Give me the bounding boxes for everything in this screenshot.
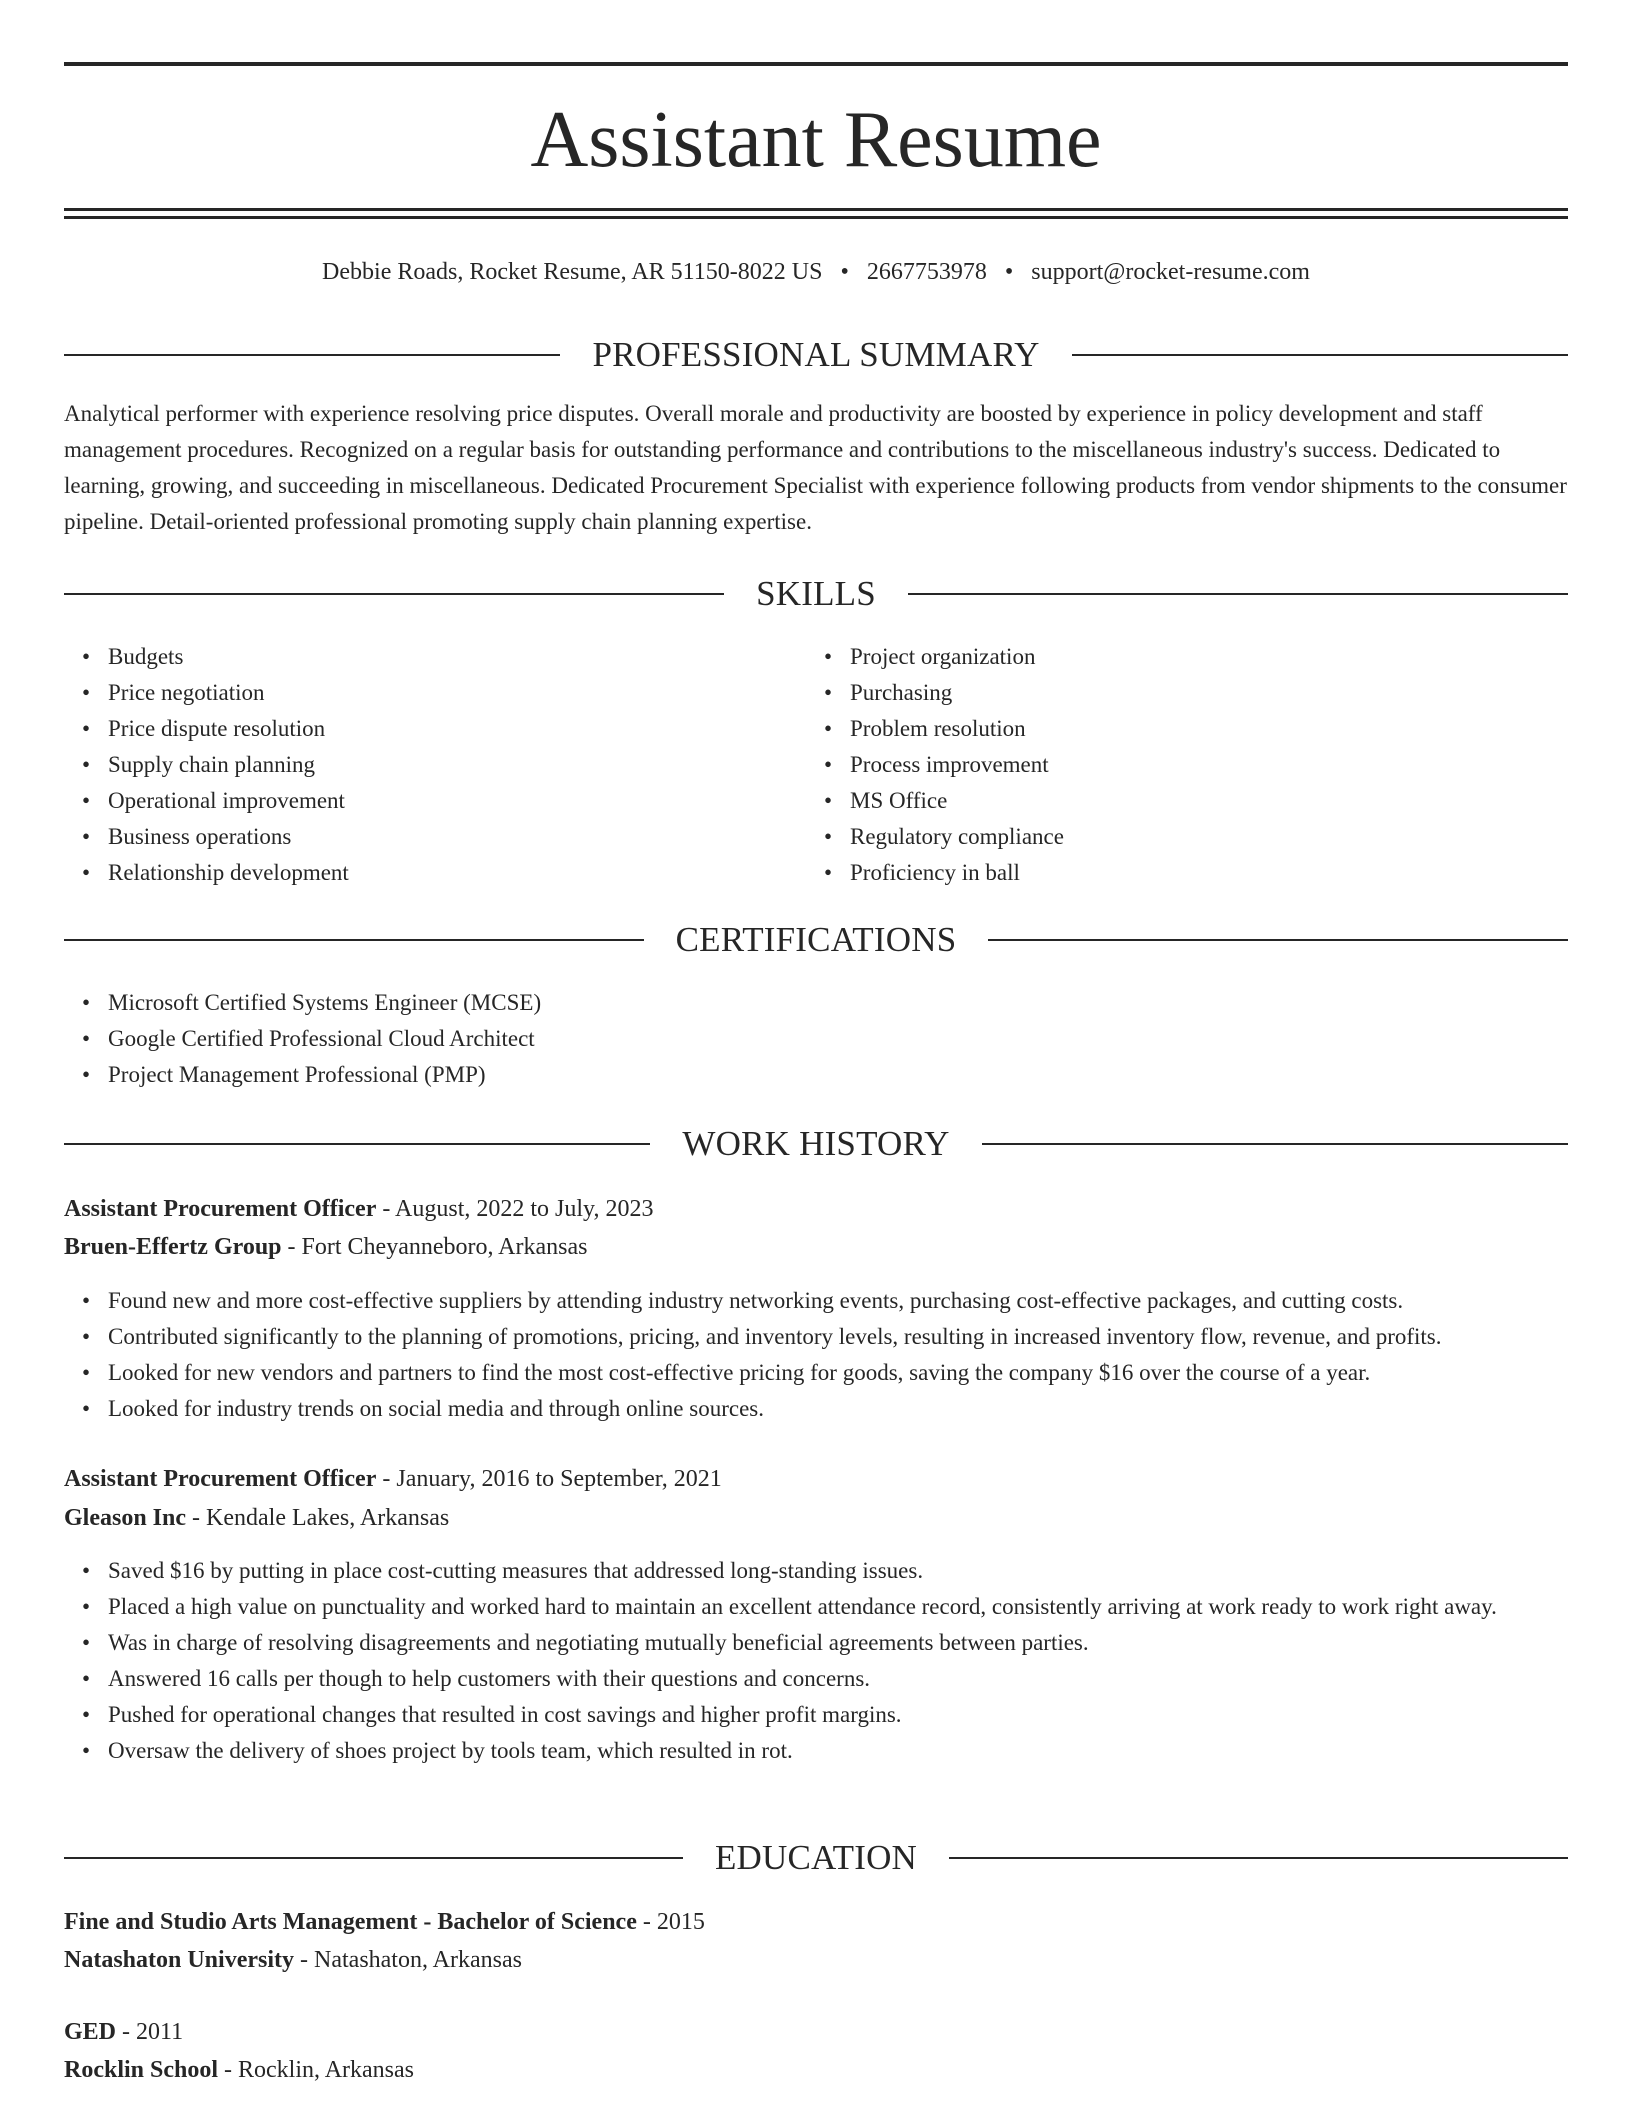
summary-heading-label: PROFESSIONAL SUMMARY — [592, 335, 1040, 374]
heading-rule — [949, 1857, 1568, 1859]
skill-item: • Supply chain planning — [108, 747, 808, 783]
work-section-heading — [64, 1121, 1568, 1167]
education-degree: Fine and Studio Arts Management - Bachelor of Science — [64, 1909, 637, 1935]
job-location: - Kendale Lakes, Arkansas — [186, 1505, 450, 1531]
skill-item: • Relationship development — [108, 855, 808, 891]
skills-section-heading — [64, 571, 1568, 617]
job-bullets — [64, 1553, 1568, 1769]
summary-text: Analytical performer with experience resolving price disputes. Overall morale and productivity are boosted by experience in policy development and staff management procedures. Recognized on a regular basis for outstanding performance and contributions to the miscellaneous industry's success. Dedicated to learning, growing, and succeeding in miscellaneous. Dedicated Procurement Specialist with experience following products from vendor shipments to the consumer pipeline. Detail-oriented professional promoting supply chain planning expertise. — [64, 401, 1567, 534]
skill-item: • Budgets — [108, 639, 808, 675]
job-title: Assistant Procurement Officer — [64, 1196, 377, 1222]
education-degree-line — [64, 2013, 183, 2051]
certifications-list — [64, 985, 1568, 1093]
job-location: - Fort Cheyanneboro, Arkansas — [281, 1234, 588, 1260]
education-degree: GED — [64, 2019, 117, 2045]
certifications-section-heading — [64, 917, 1568, 963]
job-title: Assistant Procurement Officer — [64, 1466, 377, 1492]
skills-list-left — [64, 639, 808, 891]
job-bullet: • Looked for new vendors and partners to find the most cost-effective pricing for goods, saving the company $16 over the course of a year. — [108, 1355, 1568, 1391]
job-bullets — [64, 1283, 1568, 1427]
education-heading-label: EDUCATION — [714, 1838, 918, 1877]
heading-rule — [982, 1143, 1568, 1145]
job-title-line — [64, 1460, 722, 1498]
skill-item: • Problem resolution — [850, 711, 1550, 747]
header-double-rule-upper — [64, 208, 1568, 211]
skill-item: • MS Office — [850, 783, 1550, 819]
education-degree-line — [64, 1903, 705, 1941]
contact-line — [64, 254, 1568, 290]
job-bullet: • Placed a high value on punctuality and worked hard to maintain an excellent attendance record, consistently arriving at work ready to work right away. — [108, 1589, 1568, 1625]
job-bullet: • Found new and more cost-effective suppliers by attending industry networking events, purchasing cost-effective packages, and cutting costs. — [108, 1283, 1568, 1319]
job-company-line — [64, 1228, 587, 1266]
job-bullet: • Oversaw the delivery of shoes project by tools team, which resulted in rot. — [108, 1733, 1568, 1769]
heading-rule — [908, 593, 1568, 595]
summary-section-heading — [64, 332, 1568, 378]
job-company-line — [64, 1499, 449, 1537]
job-company: Gleason Inc — [64, 1505, 187, 1531]
skill-item: • Proficiency in ball — [850, 855, 1550, 891]
skills-heading-label: SKILLS — [756, 574, 876, 613]
heading-rule — [1072, 354, 1568, 356]
education-location: - Rocklin, Arkansas — [218, 2057, 415, 2083]
skill-item: • Regulatory compliance — [850, 819, 1550, 855]
heading-rule — [64, 1143, 650, 1145]
job-bullet: • Was in charge of resolving disagreements and negotiating mutually beneficial agreements between parties. — [108, 1625, 1568, 1661]
skill-item: • Price negotiation — [108, 675, 808, 711]
heading-rule — [64, 593, 724, 595]
job-company: Bruen-Effertz Group — [64, 1234, 282, 1260]
education-school-line — [64, 1941, 522, 1979]
job-bullet: • Answered 16 calls per though to help customers with their questions and concerns. — [108, 1661, 1568, 1697]
heading-rule — [64, 354, 560, 356]
skill-item: • Purchasing — [850, 675, 1550, 711]
certification-item: • Project Management Professional (PMP) — [108, 1057, 1568, 1093]
resume-title: Assistant Resume — [530, 96, 1102, 184]
skill-item: • Business operations — [108, 819, 808, 855]
heading-rule — [988, 939, 1568, 941]
contact-separator: • — [1004, 259, 1014, 285]
job-bullet: • Looked for industry trends on social media and through online sources. — [108, 1391, 1568, 1427]
contact-phone: 2667753978 — [866, 259, 987, 285]
skills-list-right — [806, 639, 1550, 891]
education-school-line — [64, 2051, 414, 2089]
education-location: - Natashaton, Arkansas — [294, 1947, 522, 1973]
education-year: - 2011 — [116, 2019, 184, 2045]
skill-item: • Process improvement — [850, 747, 1550, 783]
job-bullet: • Pushed for operational changes that resulted in cost savings and higher profit margins. — [108, 1697, 1568, 1733]
certification-item: • Google Certified Professional Cloud Architect — [108, 1021, 1568, 1057]
job-bullet: • Contributed significantly to the planning of promotions, pricing, and inventory levels, resulting in increased inventory flow, revenue, and profits. — [108, 1319, 1568, 1355]
skill-item: • Price dispute resolution — [108, 711, 808, 747]
job-title-line — [64, 1190, 654, 1228]
education-year: - 2015 — [636, 1909, 705, 1935]
header-top-rule — [64, 62, 1568, 66]
certification-item: • Microsoft Certified Systems Engineer (MCSE) — [108, 985, 1568, 1021]
work-heading-label: WORK HISTORY — [682, 1124, 950, 1163]
education-section-heading — [64, 1835, 1568, 1881]
contact-address: Debbie Roads, Rocket Resume, AR 51150-8022 US — [322, 259, 823, 285]
education-school: Rocklin School — [64, 2057, 219, 2083]
skill-item: • Project organization — [850, 639, 1550, 675]
contact-separator: • — [840, 259, 849, 285]
education-school: Natashaton University — [64, 1947, 295, 1973]
header-double-rule-lower — [64, 216, 1568, 219]
heading-rule — [64, 939, 644, 941]
heading-rule — [64, 1857, 683, 1859]
job-dates: - January, 2016 to September, 2021 — [376, 1466, 722, 1492]
certifications-heading-label: CERTIFICATIONS — [675, 920, 957, 959]
contact-email: support@rocket-resume.com — [1031, 259, 1310, 285]
job-bullet: • Saved $16 by putting in place cost-cutting measures that addressed long-standing issues. — [108, 1553, 1568, 1589]
skill-item: • Operational improvement — [108, 783, 808, 819]
job-dates: - August, 2022 to July, 2023 — [376, 1196, 654, 1222]
